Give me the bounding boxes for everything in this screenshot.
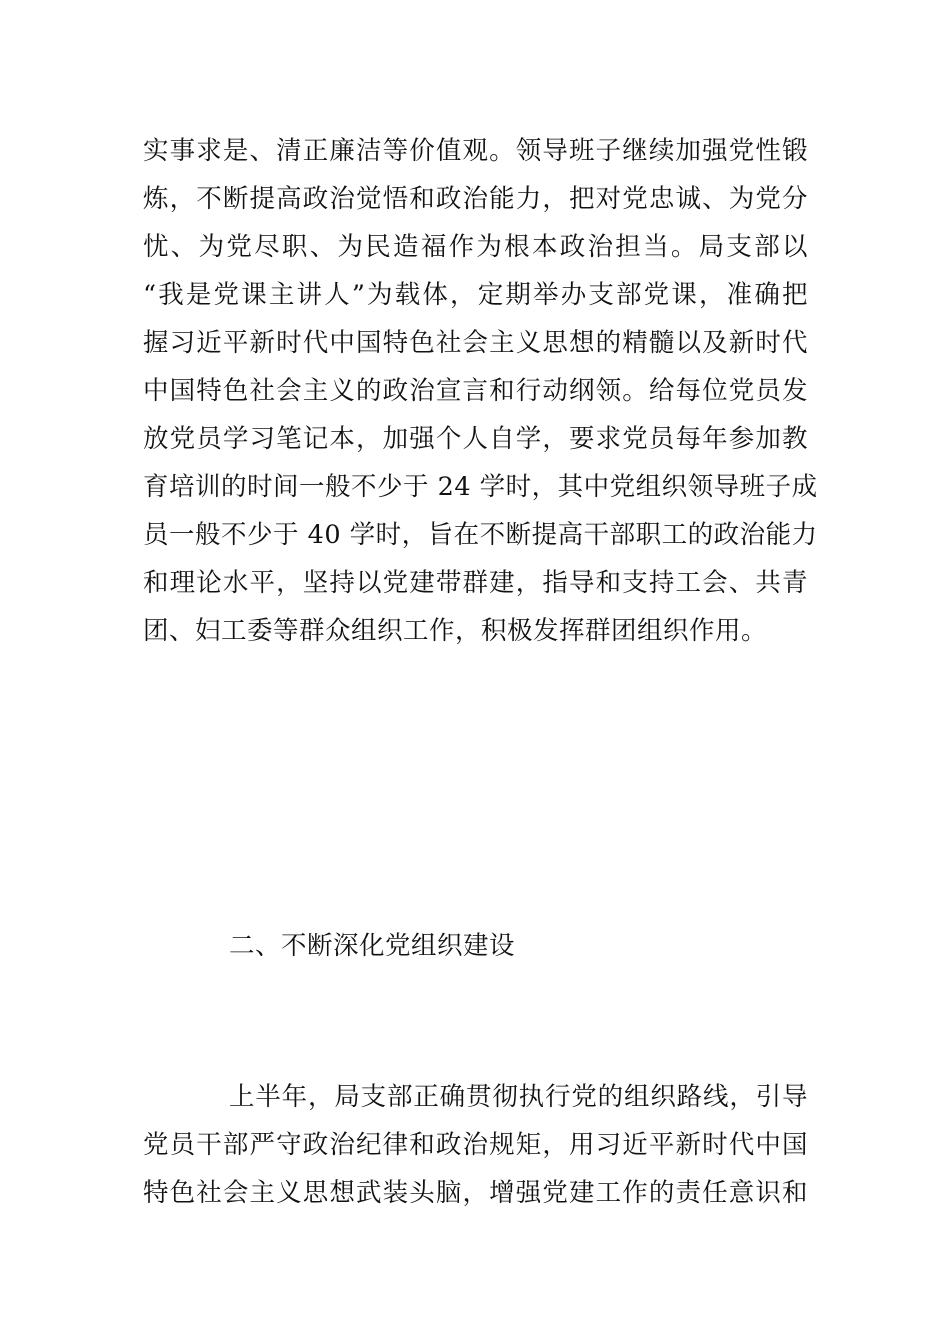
body-paragraph	[143, 127, 818, 655]
paragraph-line: 党员干部严守政治纪律和政治规矩，用习近平新时代中国	[143, 1130, 808, 1160]
paragraph-line: 握习近平新时代中国特色社会主义思想的精髓以及新时代	[143, 328, 808, 358]
section-heading	[143, 922, 808, 970]
paragraph-line: 和理论水平，坚持以党建带群建，指导和支持工会、共青	[143, 568, 808, 598]
paragraph-line: 育培训的时间一般不少于 24 学时，其中党组织领导班子成	[143, 472, 818, 502]
paragraph-line: 特色社会主义思想武装头脑，增强党建工作的责任意识和	[143, 1178, 808, 1208]
paragraph-line: 中国特色社会主义的政治宣言和行动纲领。给每位党员发	[143, 376, 808, 406]
paragraph-line: 实事求是、清正廉洁等价值观。领导班子继续加强党性锻	[143, 136, 808, 166]
paragraph-line: 团、妇工委等群众组织工作，积极发挥群团组织作用。	[143, 616, 768, 646]
paragraph-line: 放党员学习笔记本，加强个人自学，要求党员每年参加教	[143, 424, 808, 454]
paragraph-line: 忧、为党尽职、为民造福作为根本政治担当。局支部以	[143, 232, 808, 262]
paragraph-line: “我是党课主讲人”为载体，定期举办支部党课，准确把	[143, 280, 808, 310]
body-paragraph	[143, 1073, 808, 1217]
paragraph-line: 上半年，局支部正确贯彻执行党的组织路线，引导	[229, 1082, 808, 1112]
paragraph-line: 员一般不少于 40 学时，旨在不断提高干部职工的政治能力	[143, 520, 818, 550]
section-heading-text: 二、不断深化党组织建设	[229, 931, 516, 961]
paragraph-line: 炼，不断提高政治觉悟和政治能力，把对党忠诚、为党分	[143, 184, 808, 214]
